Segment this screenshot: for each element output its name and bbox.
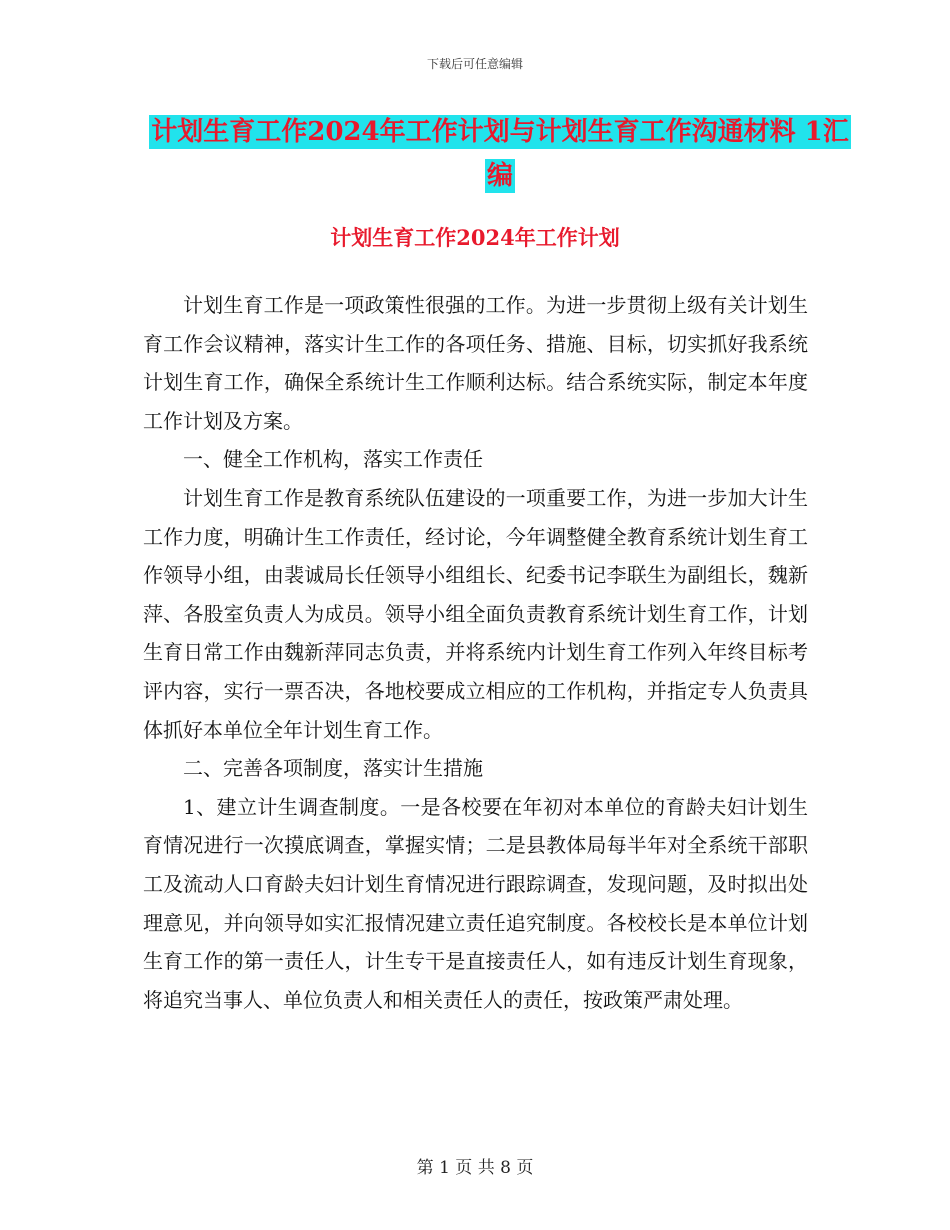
page-header-note: 下载后可任意编辑 bbox=[426, 57, 523, 71]
body-heading-1: 一、健全工作机构，落实工作责任 bbox=[183, 447, 483, 472]
page-number-footer: 第 1 页 共 8 页 bbox=[416, 1158, 534, 1178]
document-title-text: 计划生育工作2024年工作计划与计划生育工作沟通材料 1汇编 bbox=[151, 117, 849, 191]
body-paragraph-survey-system: 1、建立计生调查制度。一是各校要在年初对本单位的育龄夫妇计划生育情况进行一次摸底调查，掌握实情；二是县教体局每半年对全系统干部职工及流动人口育龄夫妇计划生育情况进行跟踪调查，发现问题，及时拟出处理意见，并向领导如实汇报情况建立责任追究制度。各校校长是本单位计划生育工作的第一责任人，计生专干是直接责任人，如有违反计划生育现象，将追究当事人、单位负责人和相关责任人的责任，按政策严肃处理。 bbox=[143, 794, 808, 1012]
document-body bbox=[143, 286, 808, 1019]
document-title bbox=[140, 110, 860, 198]
body-heading-2: 二、完善各项制度，落实计生措施 bbox=[183, 756, 483, 781]
section-title: 计划生育工作2024年工作计划 bbox=[330, 225, 620, 250]
body-paragraph-intro: 计划生育工作是一项政策性很强的工作。为进一步贯彻上级有关计划生育工作会议精神，落实计生工作的各项任务、措施、目标，切实抓好我系统计划生育工作，确保全系统计生工作顺利达标。结合系统实际，制定本年度工作计划及方案。 bbox=[143, 293, 808, 433]
body-paragraph-organization: 计划生育工作是教育系统队伍建设的一项重要工作，为进一步加大计生工作力度，明确计生工作责任，经讨论，今年调整健全教育系统计划生育工作领导小组，由裴诚局长任领导小组组长、纪委书记李联生为副组长，魏新萍、各股室负责人为成员。领导小组全面负责教育系统计划生育工作，计划生育日常工作由魏新萍同志负责，并将系统内计划生育工作列入年终目标考评内容，实行一票否决，各地校要成立相应的工作机构，并指定专人负责具体抓好本单位全年计划生育工作。 bbox=[143, 485, 808, 742]
